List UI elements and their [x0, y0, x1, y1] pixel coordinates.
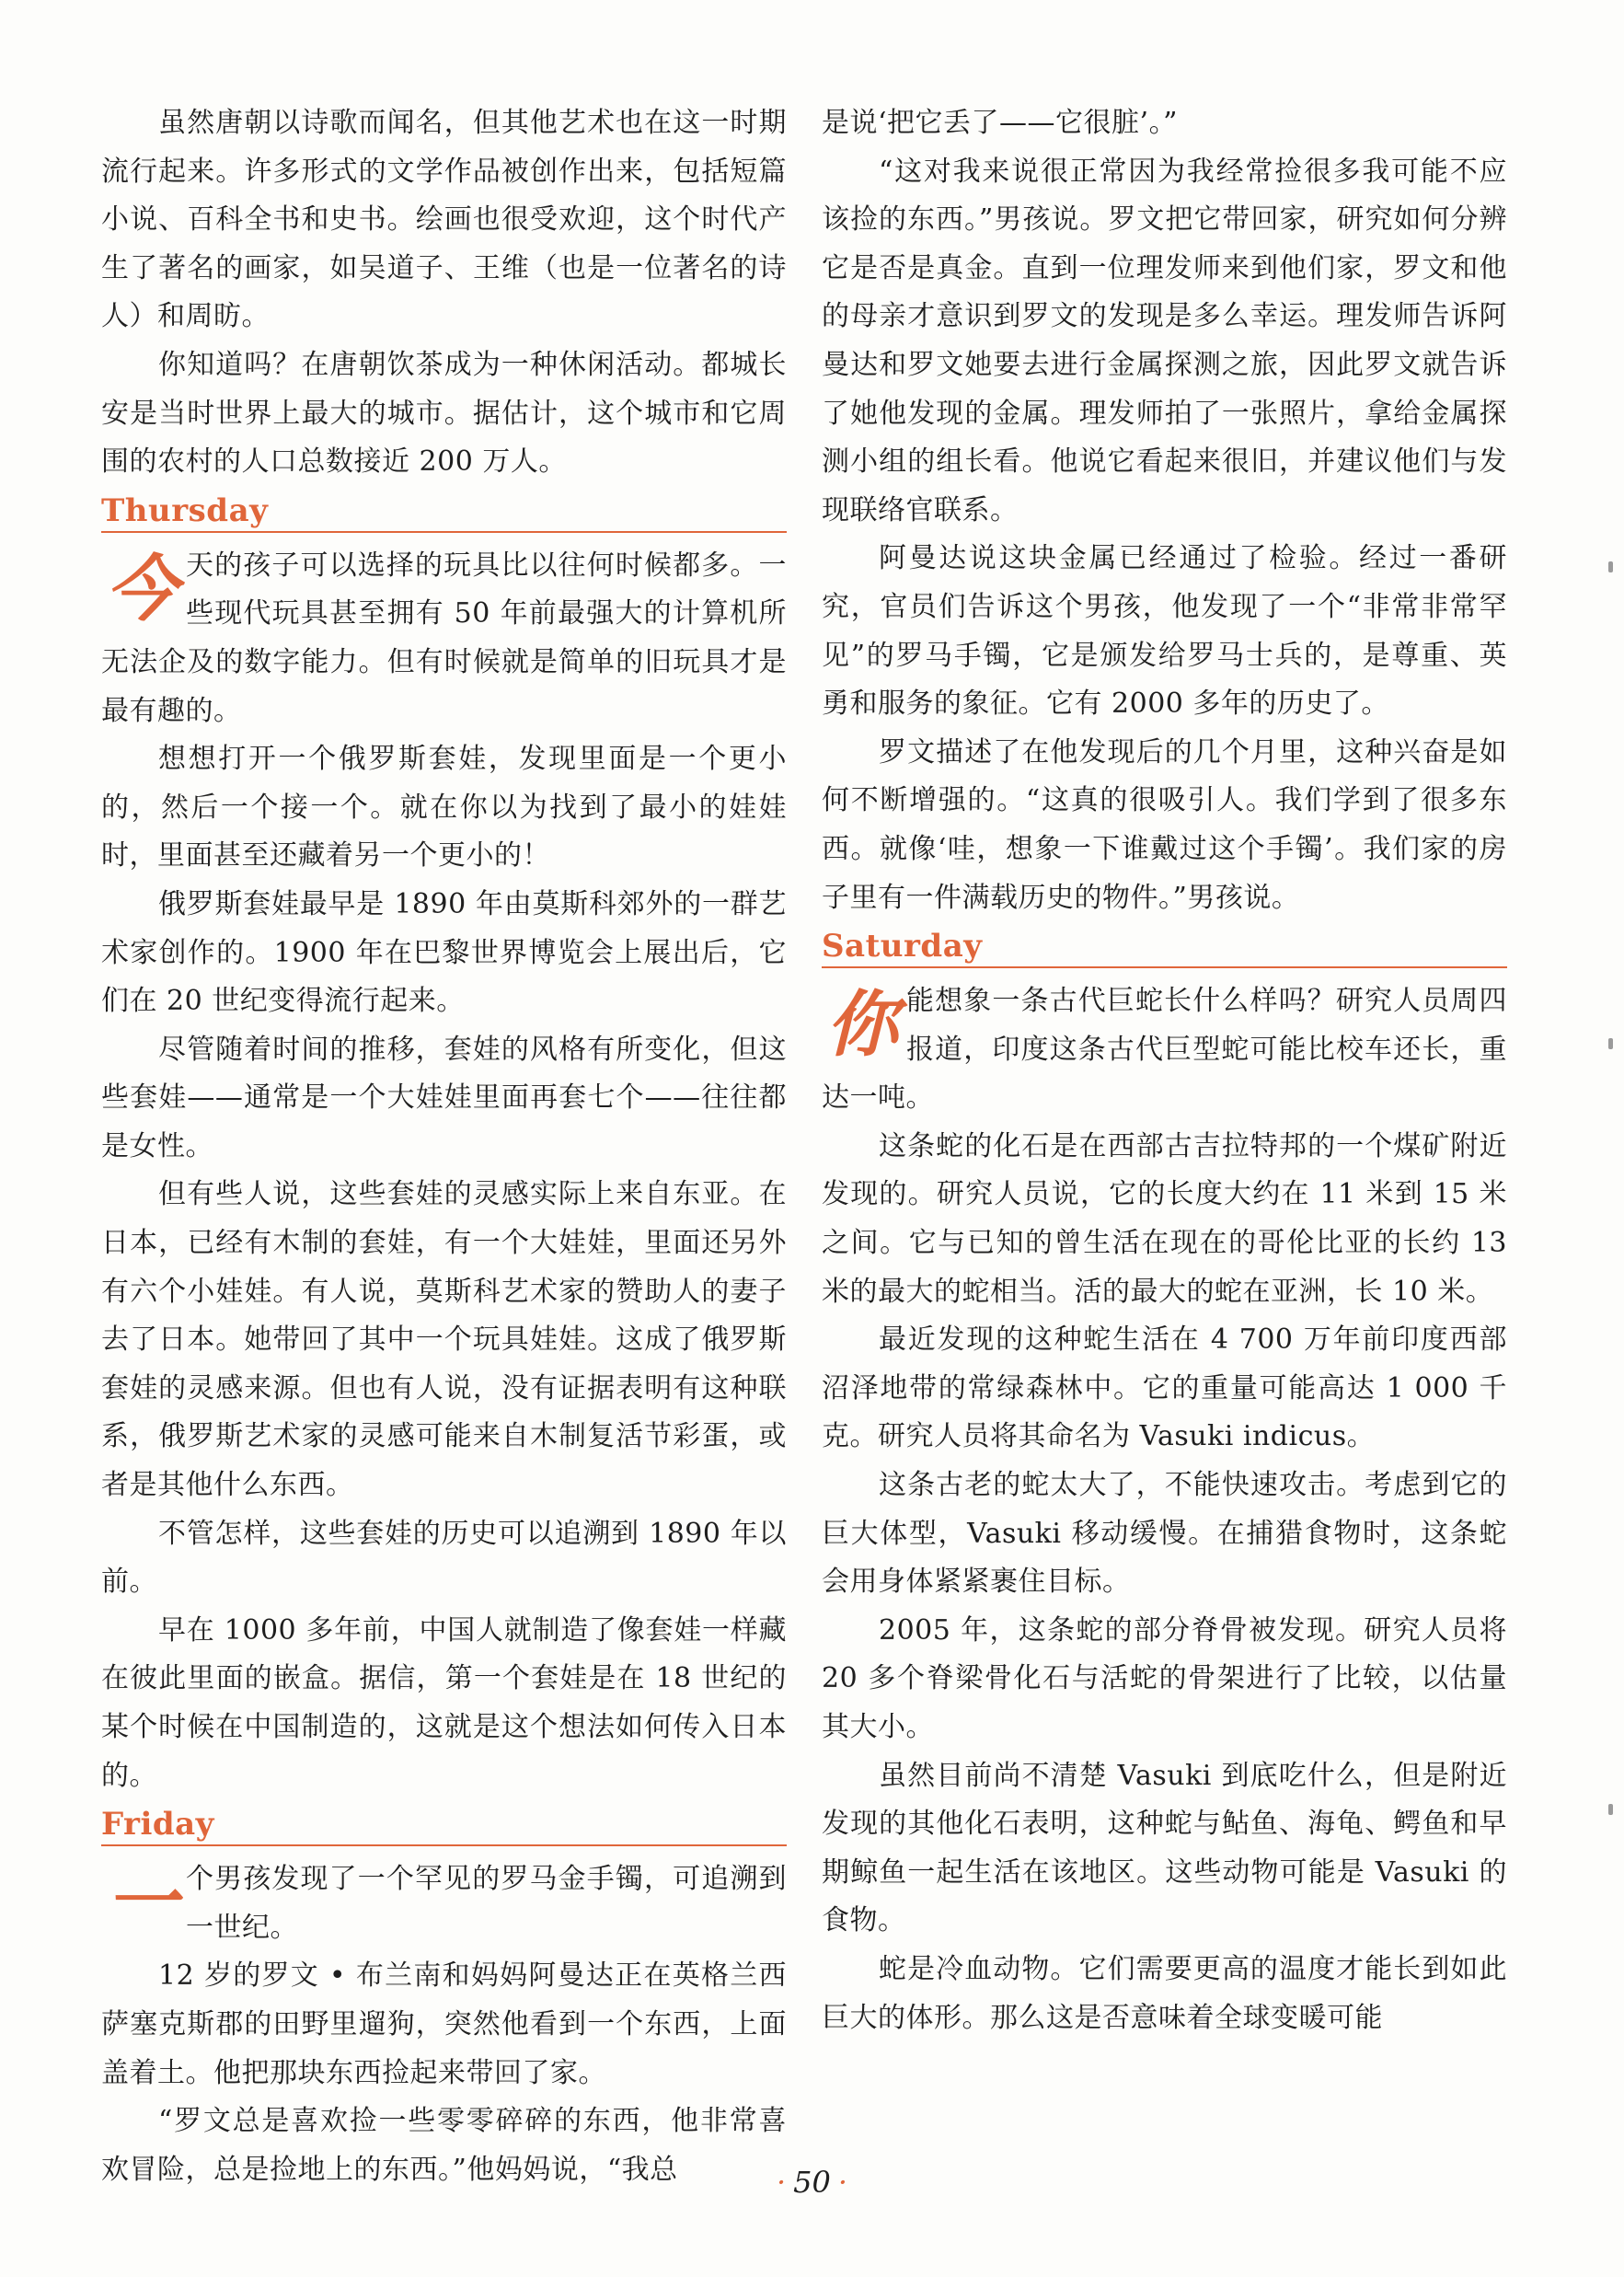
section-title: Friday [101, 1806, 214, 1844]
paragraph: 是说‘把它丢了——它很脏’。” [822, 107, 1178, 139]
paragraph: 最近发现的这种蛇生活在 4 700 万年前印度西部沼泽地带的常绿森林中。它的重量可能高达 1 000 千克。研究人员将其命名为 Vasuki indicus。 [822, 1323, 1507, 1453]
paragraph: 蛇是冷血动物。它们需要更高的温度才能长到如此巨大的体形。那么这是否意味着全球变暖可能 [822, 1952, 1507, 2034]
section-heading-friday [101, 1806, 787, 1846]
paragraph: 这条古老的蛇太大了，不能快速攻击。考虑到它的巨大体型，Vasuki 移动缓慢。在捕猎食物时，这条蛇会用身体紧紧裹住目标。 [822, 1469, 1507, 1599]
edge-mark [1608, 561, 1613, 572]
paragraph: 虽然唐朝以诗歌而闻名，但其他艺术也在这一时期流行起来。许多形式的文学作品被创作出来，包括短篇小说、百科全书和史书。绘画也很受欢迎，这个时代产生了著名的画家，如吴道子、王维（也是一位著名的诗人）和周昉。 [101, 107, 787, 333]
lead-paragraph [101, 542, 787, 735]
left-column [101, 99, 787, 2194]
paragraph: 但有些人说，这些套娃的灵感实际上来自东亚。在日本，已经有木制的套娃，有一个大娃娃，里面还另外有六个小娃娃。有人说，莫斯科艺术家的赞助人的妻子去了日本。她带回了其中一个玩具娃娃。这成了俄罗斯套娃的灵感来源。但也有人说，没有证据表明有这种联系，俄罗斯艺术家的灵感可能来自木制复活节彩蛋，或者是其他什么东西。 [101, 1178, 787, 1502]
paragraph: 想想打开一个俄罗斯套娃，发现里面是一个更小的，然后一个接一个。就在你以为找到了最小的娃娃时，里面甚至还藏着另一个更小的！ [101, 743, 787, 873]
paragraph: 俄罗斯套娃最早是 1890 年由莫斯科郊外的一群艺术家创作的。1900 年在巴黎世界博览会上展出后，它们在 20 世纪变得流行起来。 [101, 887, 787, 1018]
paragraph: 尽管随着时间的推移，套娃的风格有所变化，但这些套娃——通常是一个大娃娃里面再套七个——往往都是女性。 [101, 1033, 787, 1162]
page-number-text: 50 [793, 2165, 831, 2200]
dot-right-icon: · [837, 2165, 848, 2200]
page-number [0, 2165, 1624, 2200]
right-column [822, 99, 1507, 2042]
paragraph: “这对我来说很正常因为我经常捡很多我可能不应该捡的东西。”男孩说。罗文把它带回家，研究如何分辨它是否是真金。直到一位理发师来到他们家，罗文和他的母亲才意识到罗文的发现是多么幸运。理发师告诉阿曼达和罗文她要去进行金属探测之旅，因此罗文就告诉了她他发现的金属。理发师拍了一张照片，拿给金属探测小组的组长看。他说它看起来很旧，并建议他们与发现联络官联系。 [822, 155, 1507, 526]
paragraph: 这条蛇的化石是在西部古吉拉特邦的一个煤矿附近发现的。研究人员说，它的长度大约在 11 米到 15 米之间。它与已知的曾生活在现在的哥伦比亚的长约 13 米的最大的蛇相当。活的最大的蛇在亚洲，长 10 米。 [822, 1129, 1507, 1308]
section-heading-thursday [101, 492, 787, 533]
paragraph: 你知道吗？在唐朝饮茶成为一种休闲活动。都城长安是当时世界上最大的城市。据估计，这个城市和它周围的农村的人口总数接近 200 万人。 [101, 348, 787, 479]
edge-mark [1608, 1038, 1613, 1049]
paragraph: 2005 年，这条蛇的部分脊骨被发现。研究人员将 20 多个脊梁骨化石与活蛇的骨架进行了比较，以估量其大小。 [822, 1613, 1507, 1743]
dot-left-icon: · [776, 2165, 787, 2200]
drop-cap: 一 [105, 1861, 179, 1946]
edge-mark [1608, 1804, 1613, 1815]
lead-text: 能想象一条古代巨蛇长什么样吗？研究人员周四报道，印度这条古代巨型蛇可能比校车还长，重达一吨。 [822, 985, 1507, 1115]
lead-text: 个男孩发现了一个罕见的罗马金手镯，可追溯到一世纪。 [186, 1863, 787, 1944]
lead-paragraph [822, 977, 1507, 1123]
section-title: Saturday [822, 928, 983, 965]
drop-cap: 今 [105, 547, 179, 631]
paragraph: 虽然目前尚不清楚 Vasuki 到底吃什么，但是附近发现的其他化石表明，这种蛇与鲇鱼、海龟、鳄鱼和早期鲸鱼一起生活在该地区。这些动物可能是 Vasuki 的食物。 [822, 1759, 1507, 1937]
paragraph: 阿曼达说这块金属已经通过了检验。经过一番研究，官员们告诉这个男孩，他发现了一个“非常非常罕见”的罗马手镯，它是颁发给罗马士兵的，是尊重、英勇和服务的象征。它有 2000 多年的历史了。 [822, 542, 1507, 721]
paragraph: 12 岁的罗文 • 布兰南和妈妈阿曼达正在英格兰西萨塞克斯郡的田野里遛狗，突然他看到一个东西，上面盖着土。他把那块东西捡起来带回了家。 [101, 1959, 787, 2089]
section-heading-saturday [822, 928, 1507, 968]
lead-text: 天的孩子可以选择的玩具比以往何时候都多。一些现代玩具甚至拥有 50 年前最强大的计算机所无法企及的数字能力。但有时候就是简单的旧玩具才是最有趣的。 [101, 549, 787, 727]
paragraph: 不管怎样，这些套娃的历史可以追溯到 1890 年以前。 [101, 1517, 787, 1599]
lead-paragraph [101, 1855, 787, 1952]
paragraph: 早在 1000 多年前，中国人就制造了像套娃一样藏在彼此里面的嵌盒。据信，第一个套娃是在 18 世纪的某个时候在中国制造的，这就是这个想法如何传入日本的。 [101, 1613, 787, 1792]
section-title: Thursday [101, 491, 269, 529]
drop-cap: 你 [825, 983, 899, 1068]
paragraph: 罗文描述了在他发现后的几个月里，这种兴奋是如何不断增强的。“这真的很吸引人。我们学到了很多东西。就像‘哇，想象一下谁戴过这个手镯’。我们家的房子里有一件满载历史的物件。”男孩说。 [822, 735, 1507, 914]
paragraph: “罗文总是喜欢捡一些零零碎碎的东西，他非常喜欢冒险，总是捡地上的东西。”他妈妈说，“我总 [101, 2105, 787, 2186]
